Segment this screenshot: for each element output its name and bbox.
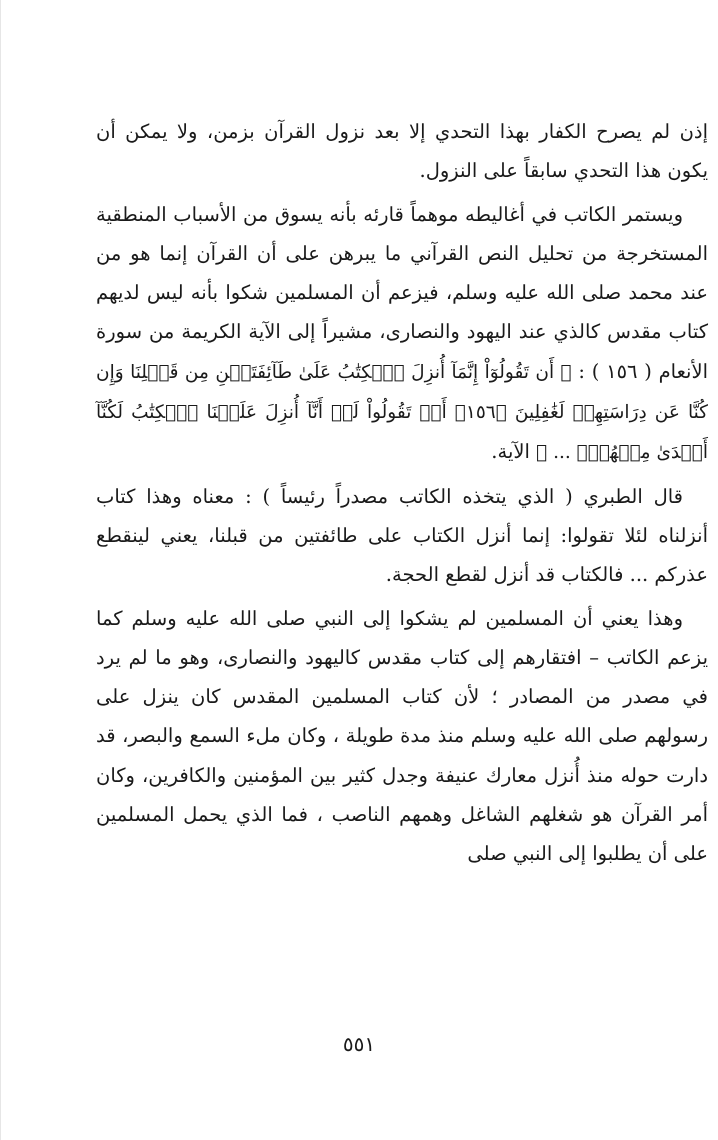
paragraph-2 — [96, 195, 708, 473]
paragraph-3: قال الطبري ( الذي يتخذه الكاتب مصدراً رئيساً ) : معناه وهذا كتاب أنزلناه لئلا تقولوا: إنما أنزل الكتاب على طائفتين من قبلنا، يعني لينقطع عذركم ... فالكتاب قد أنزل لقطع الحجة. — [96, 484, 708, 587]
paragraph-2-text: ويستمر الكاتب في أغاليطه موهماً قارئه بأنه يسوق من الأسباب المنطقية المستخرجة من تحليل النص القرآني ما يبرهن على أن القرآن إنما هو من عند محمد صلى الله عليه وسلم، فيزعم أن المسلمين شكوا بأنه ليس لديهم كتاب مقدس كالذي عند اليهود والنصارى، مشيراً إلى الآية الكريمة من سورة الأنعام ( ١٥٦ ) : — [96, 202, 708, 383]
page-margin-line — [0, 0, 1, 1140]
page-body — [96, 112, 708, 874]
paragraph-4: وهذا يعني أن المسلمين لم يشكوا إلى النبي صلى الله عليه وسلم كما يزعم الكاتب – افتقارهم إلى كتاب مقدس كاليهود والنصارى، وهو ما لم يرد في مصدر من المصادر ؛ لأن كتاب المسلمين المقدس كان ينزل على رسولهم صلى الله عليه وسلم منذ مدة طويلة ، وكان ملء السمع والبصر، قد دارت حوله منذ أُنزل معارك عنيفة وجدل كثير بين المؤمنين والكافرين، وكان أمر القرآن هو شغلهم الشاغل وهمهم الناصب ، فما الذي يحمل المسلمين على أن يطلبوا إلى النبي صلى — [96, 606, 708, 866]
paragraph-2-tail: الآية. — [491, 440, 530, 464]
quran-verse: ﴿ أَن تَقُولُوٓاْ إِنَّمَآ أُنزِلَ ٱلۡكِتَٰبُ عَلَىٰ طَآئِفَتَيۡنِ مِن قَبۡلِنَا وَإِن كُنَّا عَن دِرَاسَتِهِمۡ لَغَٰفِلِينَ ﴿١٥٦﴾ أَوۡ تَقُولُواْ لَوۡ أَنَّآ أُنزِلَ عَلَيۡنَا ٱلۡكِتَٰبُ لَكُنَّآ أَهۡدَىٰ مِنۡهُمۡۚ ... ﴾ — [96, 361, 708, 464]
paragraph-1: إذن لم يصرح الكفار بهذا التحدي إلا بعد نزول القرآن بزمن، ولا يمكن أن يكون هذا التحدي سابقاً على النزول. — [96, 120, 708, 183]
page-number: ٥٥١ — [342, 1032, 376, 1056]
